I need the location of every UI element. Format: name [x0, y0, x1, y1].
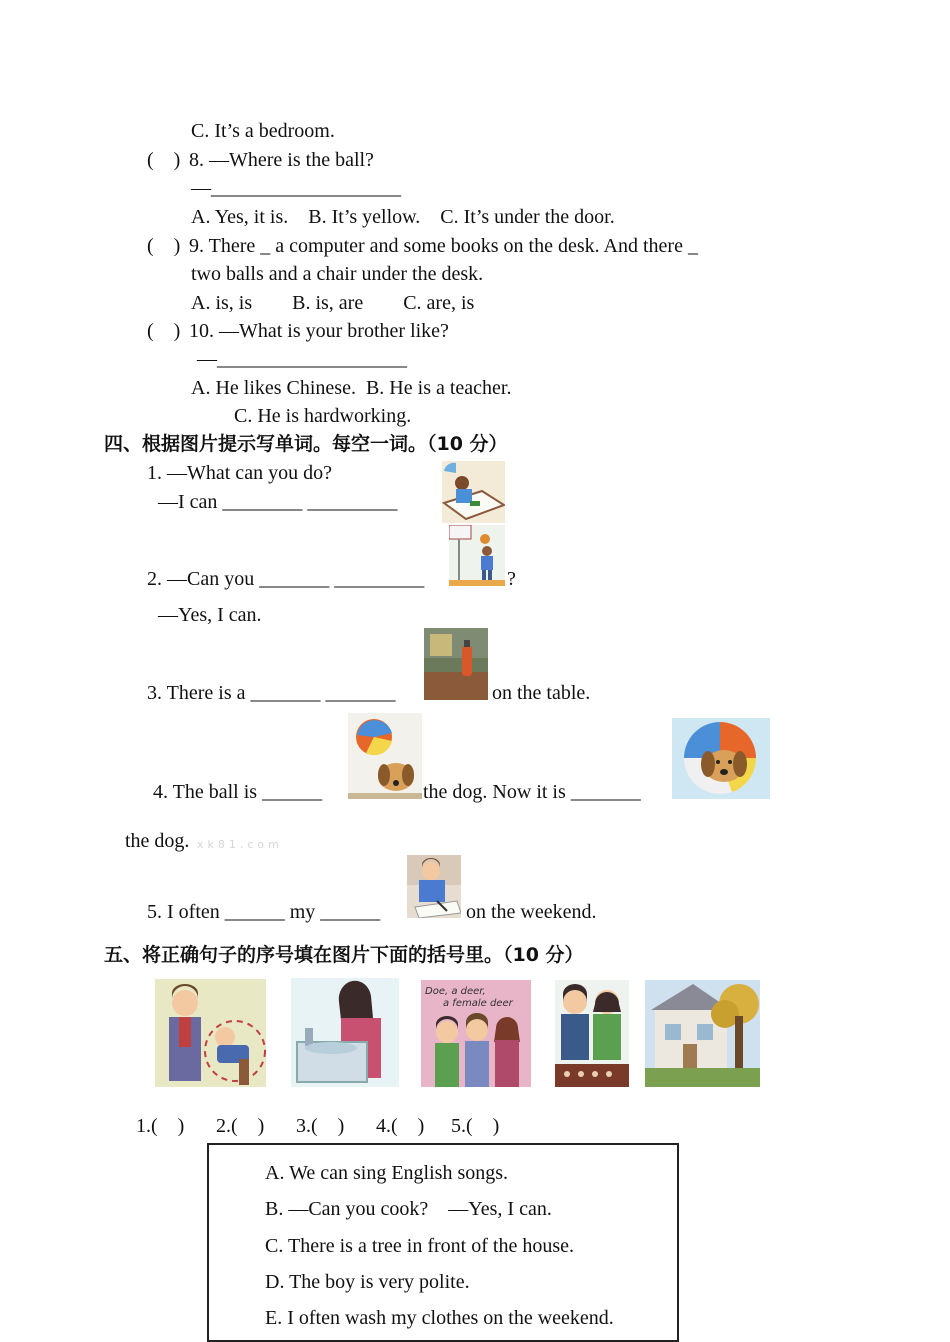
s4-item3-line1[interactable]: 3. There is a _______ _______ — [147, 682, 396, 704]
q9-question-cont: two balls and a chair under the desk. — [191, 263, 484, 285]
picture-caption-line1: Doe, a deer, — [425, 986, 486, 997]
answer-paren-q10[interactable]: ( ) — [147, 320, 181, 342]
option-d: D. The boy is very polite. — [265, 1271, 470, 1293]
answer-slot-5[interactable]: 5.( ) — [451, 1115, 500, 1137]
q10-option-c: C. He is hardworking. — [234, 405, 412, 427]
q7-option-c: C. It’s a bedroom. — [191, 120, 335, 142]
ball-over-dog-picture-icon — [348, 713, 422, 799]
q8-answer-line: —___________________ — [191, 177, 401, 199]
section5-heading: 五、将正确句子的序号填在图片下面的括号里。（10 分） — [104, 944, 584, 966]
q8-question: 8. —Where is the ball? — [189, 149, 374, 171]
s4-item3-end: on the table. — [492, 682, 591, 704]
drawing-picture-icon — [442, 461, 505, 523]
s4-item1-line1: 1. —What can you do? — [147, 462, 332, 484]
answer-paren-q8[interactable]: ( ) — [147, 149, 181, 171]
answer-slot-3[interactable]: 3.( ) — [296, 1115, 345, 1137]
washing-picture-icon — [291, 978, 399, 1087]
basketball-picture-icon — [449, 525, 505, 586]
option-b: B. —Can you cook? —Yes, I can. — [265, 1198, 552, 1220]
s4-item5-end: on the weekend. — [466, 901, 597, 923]
s4-item2-line1[interactable]: 2. —Can you _______ _________ — [147, 568, 425, 590]
picture-caption-line2: a female deer — [443, 998, 513, 1009]
q9-options: A. is, is B. is, are C. are, is — [191, 292, 475, 314]
option-e: E. I often wash my clothes on the weekend. — [265, 1307, 614, 1329]
s4-item4-line1[interactable]: 4. The ball is ______ — [153, 781, 323, 803]
section4-heading: 四、根据图片提示写单词。每空一词。（10 分） — [104, 433, 508, 455]
q9-question: 9. There _ a computer and some books on the desk. And there _ — [189, 235, 698, 257]
watermark: xk81.com — [197, 838, 283, 851]
answer-paren-q9[interactable]: ( ) — [147, 235, 181, 257]
cooking-picture-icon — [555, 980, 629, 1087]
s4-item4-line2: the dog. — [125, 830, 190, 852]
polite-boy-picture-icon — [155, 979, 266, 1087]
s4-item5-line1[interactable]: 5. I often ______ my ______ — [147, 901, 381, 923]
q10-options: A. He likes Chinese. B. He is a teacher. — [191, 377, 512, 399]
option-c: C. There is a tree in front of the house. — [265, 1235, 574, 1257]
s4-item4-mid[interactable]: the dog. Now it is _______ — [423, 781, 641, 803]
s4-item2-line2: —Yes, I can. — [158, 604, 262, 626]
boy-writing-picture-icon — [407, 855, 461, 918]
singing-picture-icon — [421, 980, 531, 1087]
q10-answer-line: —___________________ — [197, 348, 407, 370]
answer-slot-1[interactable]: 1.( ) — [136, 1115, 185, 1137]
house-tree-picture-icon — [645, 980, 760, 1087]
answer-slot-2[interactable]: 2.( ) — [216, 1115, 265, 1137]
q8-options: A. Yes, it is. B. It’s yellow. C. It’s under the door. — [191, 206, 615, 228]
s4-item2-end: ? — [507, 568, 516, 590]
ball-behind-dog-picture-icon — [672, 718, 770, 799]
answer-slot-4[interactable]: 4.( ) — [376, 1115, 425, 1137]
s4-item1-line2[interactable]: —I can ________ _________ — [158, 491, 398, 513]
q10-question: 10. —What is your brother like? — [189, 320, 449, 342]
option-a: A. We can sing English songs. — [265, 1162, 509, 1184]
bottle-picture-icon — [424, 628, 488, 700]
